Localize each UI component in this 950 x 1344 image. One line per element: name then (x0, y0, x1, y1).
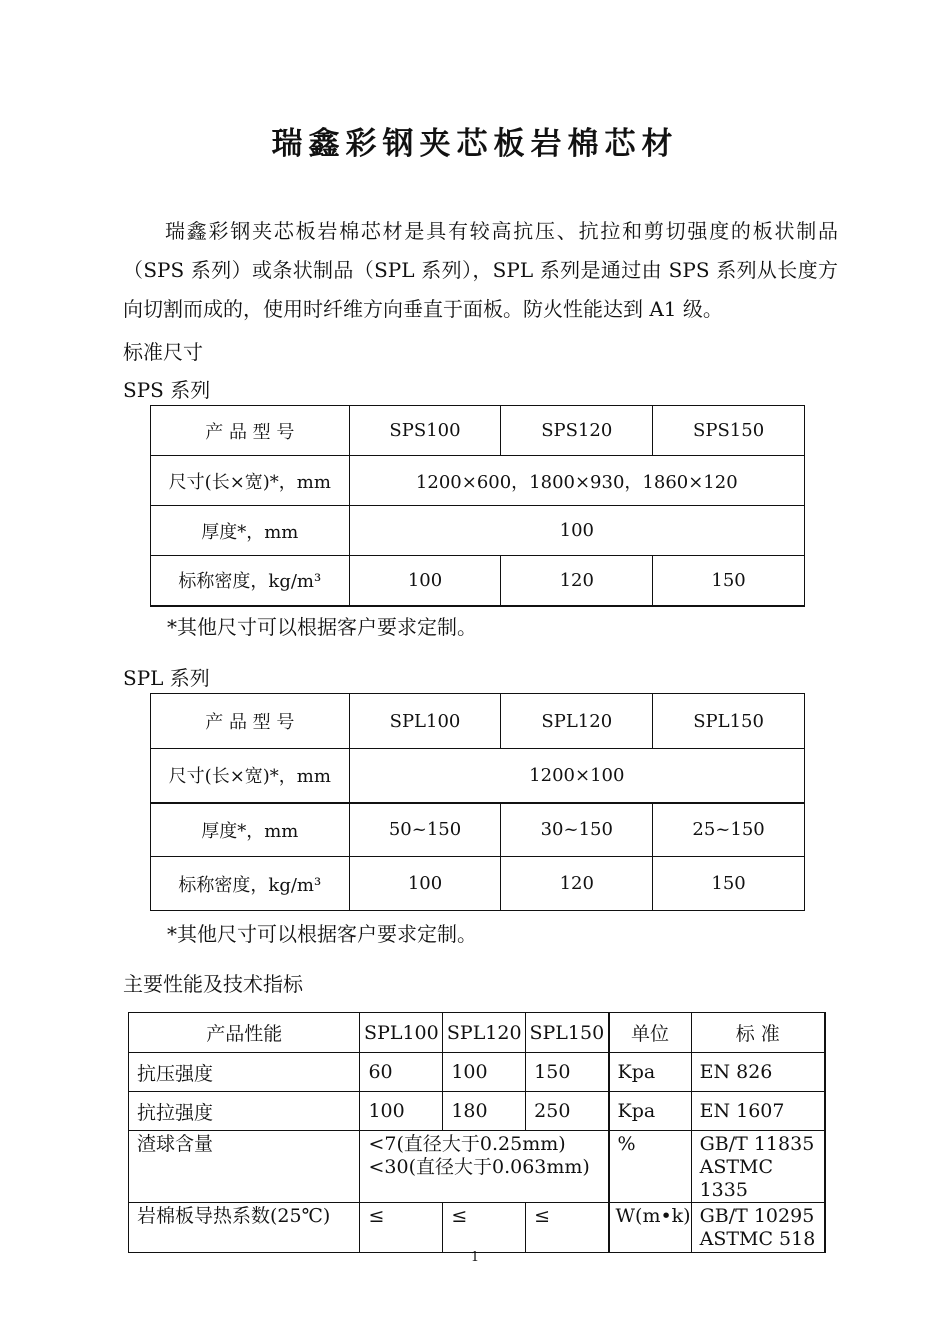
performance-heading: 主要性能及技术指标 (123, 972, 303, 996)
perf-cell: 渣球含量 (129, 1131, 360, 1203)
table-row (129, 1053, 826, 1092)
perf-header: 单位 (609, 1013, 692, 1053)
perf-cell: ≤ (443, 1203, 526, 1253)
perf-cell: W(m•k) (609, 1203, 692, 1253)
spl-size-value: 1200×100 (349, 749, 804, 803)
perf-header: 标 准 (691, 1013, 825, 1053)
perf-cell: EN 1607 (691, 1092, 825, 1131)
sps-footnote: *其他尺寸可以根据客户要求定制。 (167, 615, 477, 639)
sps-density-label: 标称密度，kg/m³ (151, 556, 350, 606)
table-row (151, 456, 805, 506)
spl-density: 100 (349, 857, 501, 911)
spl-footnote: *其他尺寸可以根据客户要求定制。 (167, 922, 477, 946)
spl-thick: 50~150 (349, 803, 501, 857)
perf-cell: 抗拉强度 (129, 1092, 360, 1131)
perf-cell (691, 1203, 825, 1253)
perf-header: SPL150 (526, 1013, 609, 1053)
table-row (151, 803, 805, 857)
table-row (151, 694, 805, 749)
perf-cell (360, 1131, 609, 1203)
spl-density: 120 (501, 857, 653, 911)
spl-heading: SPL 系列 (123, 666, 210, 690)
sps-model: SPS120 (501, 406, 653, 456)
perf-cell: 150 (526, 1053, 609, 1092)
sps-density: 100 (349, 556, 501, 606)
spl-thick: 25~150 (653, 803, 805, 857)
sps-thick-label: 厚度*，mm (151, 506, 350, 556)
perf-header: 产品性能 (129, 1013, 360, 1053)
table-row (151, 556, 805, 606)
perf-header: SPL100 (360, 1013, 443, 1053)
sps-thick-value: 100 (349, 506, 804, 556)
perf-cell: ≤ (526, 1203, 609, 1253)
spl-table (150, 693, 805, 911)
sps-size-label: 尺寸(长×宽)*，mm (151, 456, 350, 506)
perf-cell: 100 (360, 1092, 443, 1131)
spl-model: SPL150 (653, 694, 805, 749)
performance-table (128, 1012, 826, 1253)
perf-cell: EN 826 (691, 1053, 825, 1092)
page-number: 1 (470, 1250, 480, 1265)
perf-cell: ≤ (360, 1203, 443, 1253)
perf-cell-line: <30(直径大于0.063mm) (368, 1156, 590, 1178)
sps-table (150, 405, 805, 607)
perf-cell: 180 (443, 1092, 526, 1131)
perf-cell-line: ASTMC 1335 (699, 1156, 773, 1201)
table-row (151, 749, 805, 803)
spl-size-label: 尺寸(长×宽)*，mm (151, 749, 350, 803)
perf-cell: 100 (443, 1053, 526, 1092)
spl-col0-header: 产 品 型 号 (151, 694, 350, 749)
perf-cell: 250 (526, 1092, 609, 1131)
table-row (151, 506, 805, 556)
table-row (129, 1131, 826, 1203)
page-title: 瑞鑫彩钢夹芯板岩棉芯材 (271, 126, 679, 162)
perf-cell-line: <7(直径大于0.25mm) (368, 1133, 566, 1155)
table-row (151, 406, 805, 456)
perf-cell: 岩棉板导热系数(25℃) (129, 1203, 360, 1253)
spl-model: SPL120 (501, 694, 653, 749)
perf-cell: 60 (360, 1053, 443, 1092)
sps-model: SPS100 (349, 406, 501, 456)
sps-density: 120 (501, 556, 653, 606)
perf-cell-line: GB/T 11835 (699, 1133, 815, 1155)
spl-thick-label: 厚度*，mm (151, 803, 350, 857)
perf-cell: 抗压强度 (129, 1053, 360, 1092)
table-row (151, 857, 805, 911)
table-row (129, 1203, 826, 1253)
table-row (129, 1092, 826, 1131)
spl-thick: 30~150 (501, 803, 653, 857)
spl-model: SPL100 (349, 694, 501, 749)
sps-density: 150 (653, 556, 805, 606)
spl-density-label: 标称密度，kg/m³ (151, 857, 350, 911)
perf-cell: Kpa (609, 1053, 692, 1092)
sps-size-value: 1200×600，1800×930，1860×120 (349, 456, 804, 506)
sps-heading: SPS 系列 (123, 378, 211, 402)
table-row (129, 1013, 826, 1053)
intro-paragraph: 瑞鑫彩钢夹芯板岩棉芯材是具有较高抗压、抗拉和剪切强度的板状制品（SPS 系列）或条状制品（SPL 系列），SPL 系列是通过由 SPS 系列从长度方向切割而成的，使用时纤维方向垂直于面板。防火性能达到 A1 级。 (123, 219, 838, 321)
perf-cell (691, 1131, 825, 1203)
perf-cell-line: GB/T 10295 (699, 1205, 815, 1227)
standard-size-label: 标准尺寸 (123, 340, 203, 364)
sps-model: SPS150 (653, 406, 805, 456)
spl-density: 150 (653, 857, 805, 911)
perf-cell-line: ASTMC 518 (699, 1228, 816, 1250)
perf-cell: % (609, 1131, 692, 1203)
perf-header: SPL120 (443, 1013, 526, 1053)
perf-cell: Kpa (609, 1092, 692, 1131)
sps-col0-header: 产 品 型 号 (151, 406, 350, 456)
